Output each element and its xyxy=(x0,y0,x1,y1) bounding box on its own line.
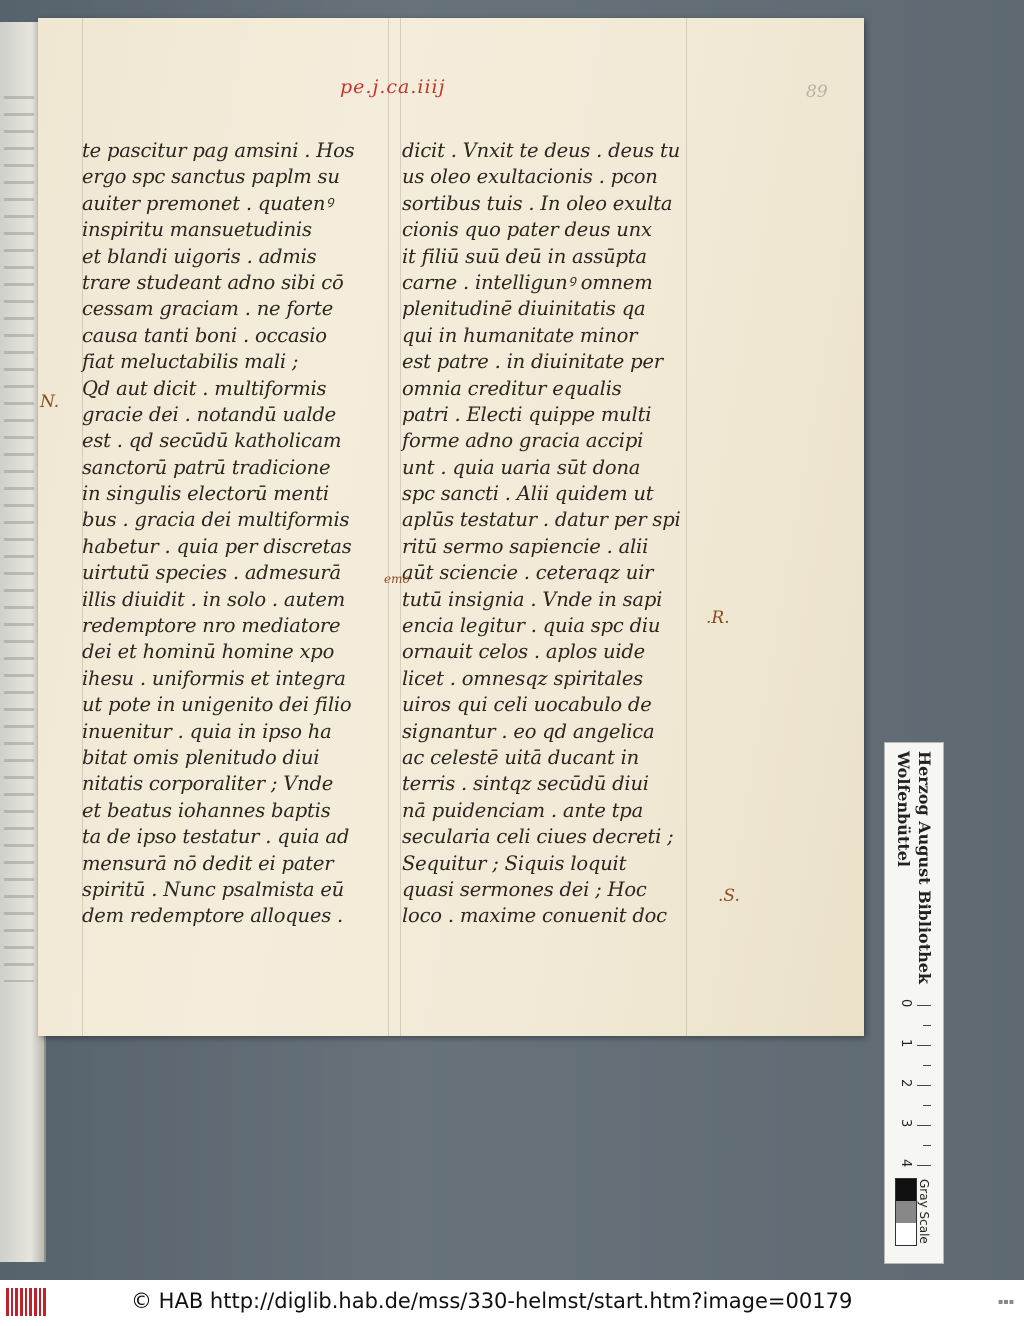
ruler-number: 0 xyxy=(898,999,913,1008)
text-line: uiros qui celi uocabulo de xyxy=(402,693,652,717)
footer-mark: ▪▪▪ xyxy=(998,1297,1015,1306)
hab-logo-icon xyxy=(6,1288,46,1316)
text-line: ut pote in unigenito dei filio xyxy=(82,693,352,717)
text-line: bitat omis plenitudo diui xyxy=(82,745,320,769)
text-line: quasi sermones dei ; Hoc xyxy=(402,877,647,901)
text-line: inspiritu mansuetudinis xyxy=(82,218,312,242)
text-line: trare studeant adno sibi cō xyxy=(82,270,344,294)
text-line: loco . maxime conuenit doc xyxy=(402,904,667,928)
ruler-tick xyxy=(923,1065,931,1066)
text-line: unt . quia uaria sūt dona xyxy=(402,455,641,479)
gray-scale-patches xyxy=(895,1178,917,1246)
text-line: bus . gracia dei multiformis xyxy=(82,508,350,532)
text-line: ornauit celos . aplos uide xyxy=(402,640,646,664)
ruler-tick xyxy=(923,1145,931,1146)
text-line: ihesu . uniformis et integra xyxy=(82,666,346,690)
text-line: illis diuidit . in solo . autem xyxy=(82,587,345,611)
text-line: patri . Electi quippe multi xyxy=(402,402,652,426)
text-line: te pascitur pag amsini . Hos xyxy=(82,139,355,162)
text-line: nitatis corporaliter ; Vnde xyxy=(82,772,334,796)
text-line: nā puidenciam . ante tpa xyxy=(402,798,644,822)
text-line: aplūs testatur . datur per spi xyxy=(402,508,681,532)
text-line: aūt sciencie . ceteraqz uir xyxy=(402,561,654,585)
text-line: fiat meluctabilis mali ; xyxy=(82,350,299,374)
ruler-tick xyxy=(923,1025,931,1026)
text-line: carne . intelligunꝰ omnem xyxy=(402,270,653,294)
ruler-number: 1 xyxy=(898,1039,913,1048)
text-line: sortibus tuis . In oleo exulta xyxy=(402,191,673,215)
library-color-scale-label xyxy=(884,742,944,1264)
folio-number: 89 xyxy=(806,82,828,102)
gray-scale-label: Gray Scale xyxy=(917,1179,931,1244)
ruler-tick xyxy=(917,1045,931,1046)
margin-note-s: .S. xyxy=(718,886,740,906)
right-text-column xyxy=(402,138,682,930)
text-line: redemptore nro mediatore xyxy=(82,614,341,638)
text-line: et beatus iohannes baptis xyxy=(82,798,331,822)
library-name: Herzog August Bibliothek Wolfenbüttel xyxy=(894,751,934,984)
text-line: omnia creditur equalis xyxy=(402,376,622,400)
text-line: terris . sintqz secūdū diui xyxy=(402,772,649,796)
ruling-line xyxy=(400,18,401,1036)
text-line: cionis quo pater deus unx xyxy=(402,218,652,242)
ruling-line xyxy=(686,18,687,1036)
text-line: tutū insignia . Vnde in sapi xyxy=(402,587,663,611)
text-line: est patre . in diuinitate per xyxy=(402,350,663,374)
text-line: et blandi uigoris . admis xyxy=(82,244,317,268)
text-line: ac celestē uitā ducant in xyxy=(402,745,639,769)
running-header: pe.j.ca.iiij xyxy=(340,76,446,98)
centimeter-ruler xyxy=(893,999,935,1175)
text-line: secularia celi ciues decreti ; xyxy=(402,825,674,849)
ruler-tick xyxy=(917,1125,931,1126)
text-line: dei et hominū homine xpo xyxy=(82,640,335,664)
text-line: inuenitur . quia in ipso ha xyxy=(82,719,332,743)
text-line: Sequitur ; Siquis loquit xyxy=(402,851,627,875)
text-line: auiter premonet . quatenꝰ xyxy=(82,191,333,215)
text-line: cessam graciam . ne forte xyxy=(82,297,334,321)
margin-note-left: N. xyxy=(40,392,60,412)
ruler-tick xyxy=(923,1105,931,1106)
ruler-tick xyxy=(917,1165,931,1166)
text-line: spiritū . Nunc psalmista eū xyxy=(82,877,345,901)
text-line: dicit . Vnxit te deus . deus tu xyxy=(402,139,680,162)
gray-patch-black xyxy=(896,1179,916,1201)
text-line: qui in humanitate minor xyxy=(402,323,638,347)
text-line: spc sancti . Alii quidem ut xyxy=(402,482,654,506)
gray-patch-white xyxy=(896,1223,916,1245)
text-line: mensurā nō dedit ei pater xyxy=(82,851,334,875)
ruler-tick xyxy=(917,1085,931,1086)
text-line: sanctorū patrū tradicione xyxy=(82,455,331,479)
text-line: dem redemptore alloques . xyxy=(82,904,344,928)
text-line: ritū sermo sapiencie . alii xyxy=(402,534,649,558)
text-line: in singulis electorū menti xyxy=(82,482,329,506)
ruler-number: 4 xyxy=(898,1159,913,1168)
text-line: est . qd secūdū katholicam xyxy=(82,429,342,453)
text-line: Qd aut dicit . multiformis xyxy=(82,376,327,400)
text-line: habetur . quia per discretas xyxy=(82,534,352,558)
text-line: encia legitur . quia spc diu xyxy=(402,614,661,638)
margin-note-r: .R. xyxy=(706,608,730,628)
ruler-number: 3 xyxy=(898,1119,913,1128)
text-line: us oleo exultacionis . pcon xyxy=(402,165,658,189)
text-line: uirtutū species . admesurā xyxy=(82,561,341,585)
text-line: gracie dei . notandū ualde xyxy=(82,402,336,426)
previous-page-text-lines xyxy=(4,82,34,982)
gray-patch-mid xyxy=(896,1201,916,1223)
text-line: it filiū suū deū in assūpta xyxy=(402,244,647,268)
ruler-tick xyxy=(917,1005,931,1006)
text-line: forme adno gracia accipi xyxy=(402,429,644,453)
left-text-column xyxy=(82,138,382,930)
text-line: signantur . eo qd angelica xyxy=(402,719,655,743)
text-line: causa tanti boni . occasio xyxy=(82,323,327,347)
text-line: licet . omnesqz spiritales xyxy=(402,666,643,690)
ruling-line xyxy=(388,18,389,1036)
copyright-credit: © HAB http://diglib.hab.de/mss/330-helmst/start.htm?image=00179 xyxy=(131,1289,853,1313)
ruler-number: 2 xyxy=(898,1079,913,1088)
text-line: ta de ipso testatur . quia ad xyxy=(82,825,350,849)
interlinear-note: emo xyxy=(384,572,410,586)
text-line: plenitudinē diuinitatis qa xyxy=(402,297,646,321)
text-line: ergo spc sanctus paplm su xyxy=(82,165,340,189)
